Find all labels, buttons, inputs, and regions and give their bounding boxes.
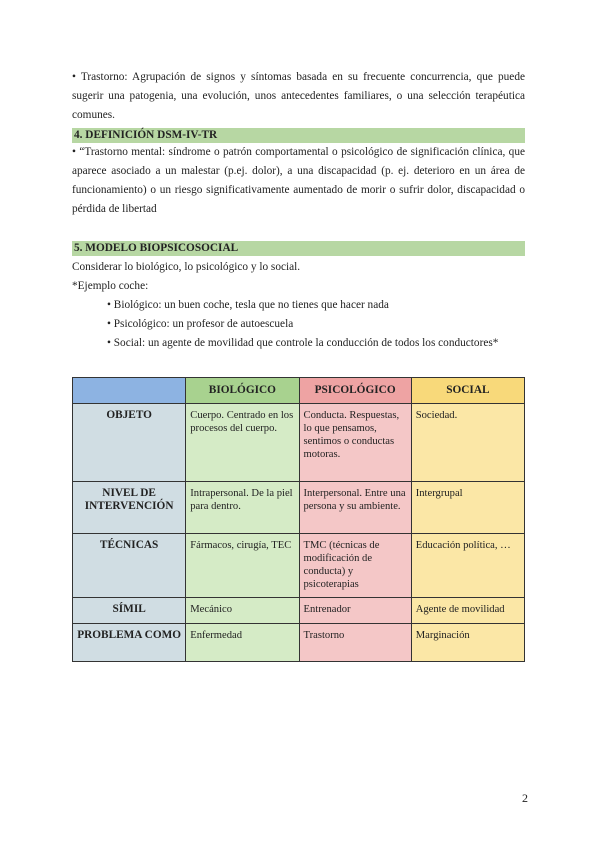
row-label: OBJETO xyxy=(73,404,186,482)
psicologico-bullet: • Psicológico: un profesor de autoescuela xyxy=(107,318,294,330)
table-row xyxy=(73,482,525,534)
row-label: TÉCNICAS xyxy=(73,534,186,598)
table-cell: Entrenador xyxy=(299,598,411,624)
biopsicosocial-table xyxy=(72,377,525,662)
header-cell-empty xyxy=(73,378,186,404)
page-number: 2 xyxy=(522,791,528,805)
table-cell: Marginación xyxy=(411,624,524,662)
table-cell: Enfermedad xyxy=(186,624,299,662)
considerar-paragraph: Considerar lo biológico, lo psicológico y lo social. xyxy=(72,261,301,273)
row-label: NIVEL DE INTERVENCIÓN xyxy=(73,482,186,534)
table-cell: Mecánico xyxy=(186,598,299,624)
ejemplo-paragraph: *Ejemplo coche: xyxy=(72,280,149,292)
table-cell: Cuerpo. Centrado en los procesos del cuerpo. xyxy=(186,404,299,482)
trastorno-paragraph: • Trastorno: Agrupación de signos y síntomas basada en su frecuente concurrencia, que puede sugerir una patogenia, una evolución, unos antecedentes familiares, o una selección terapéutica comunes. xyxy=(72,71,525,121)
table-cell: Educación política, … xyxy=(411,534,524,598)
table-cell: Fármacos, cirugía, TEC xyxy=(186,534,299,598)
table-cell: Trastorno xyxy=(299,624,411,662)
table-cell: Conducta. Respuestas, lo que pensamos, sentimos o conductas motoras. xyxy=(299,404,411,482)
table-cell: Agente de movilidad xyxy=(411,598,524,624)
table-row xyxy=(73,404,525,482)
table-cell: TMC (técnicas de modificación de conducta) y psicoterapias xyxy=(299,534,411,598)
table-row xyxy=(73,534,525,598)
row-label: SÍMIL xyxy=(73,598,186,624)
section-heading-5: 5. MODELO BIOPSICOSOCIAL xyxy=(72,241,525,256)
document-page xyxy=(72,68,525,662)
table-header-row xyxy=(73,378,525,404)
biologico-bullet: • Biológico: un buen coche, tesla que no tienes que hacer nada xyxy=(107,299,389,311)
dsm-paragraph: • “Trastorno mental: síndrome o patrón comportamental o psicológico de significación clínica, que aparece asociado a un malestar (p.ej. dolor), a una discapacidad (p. ej. deterioro en un área de funcionamiento) o un riesgo significativamente aumentado de morir o sufrir dolor, discapacidad o pérdida de libertad xyxy=(72,146,525,215)
section-heading-4: 4. DEFINICIÓN DSM-IV-TR xyxy=(72,128,525,143)
table-cell: Intergrupal xyxy=(411,482,524,534)
table-row xyxy=(73,624,525,662)
table-cell: Intrapersonal. De la piel para dentro. xyxy=(186,482,299,534)
social-bullet: • Social: un agente de movilidad que controle la conducción de todos los conductores* xyxy=(107,337,499,349)
table-row xyxy=(73,598,525,624)
table-cell: Interpersonal. Entre una persona y su ambiente. xyxy=(299,482,411,534)
table-cell: Sociedad. xyxy=(411,404,524,482)
header-cell-social: SOCIAL xyxy=(411,378,524,404)
header-cell-psicologico: PSICOLÓGICO xyxy=(299,378,411,404)
row-label: PROBLEMA COMO xyxy=(73,624,186,662)
header-cell-biologico: BIOLÓGICO xyxy=(186,378,299,404)
